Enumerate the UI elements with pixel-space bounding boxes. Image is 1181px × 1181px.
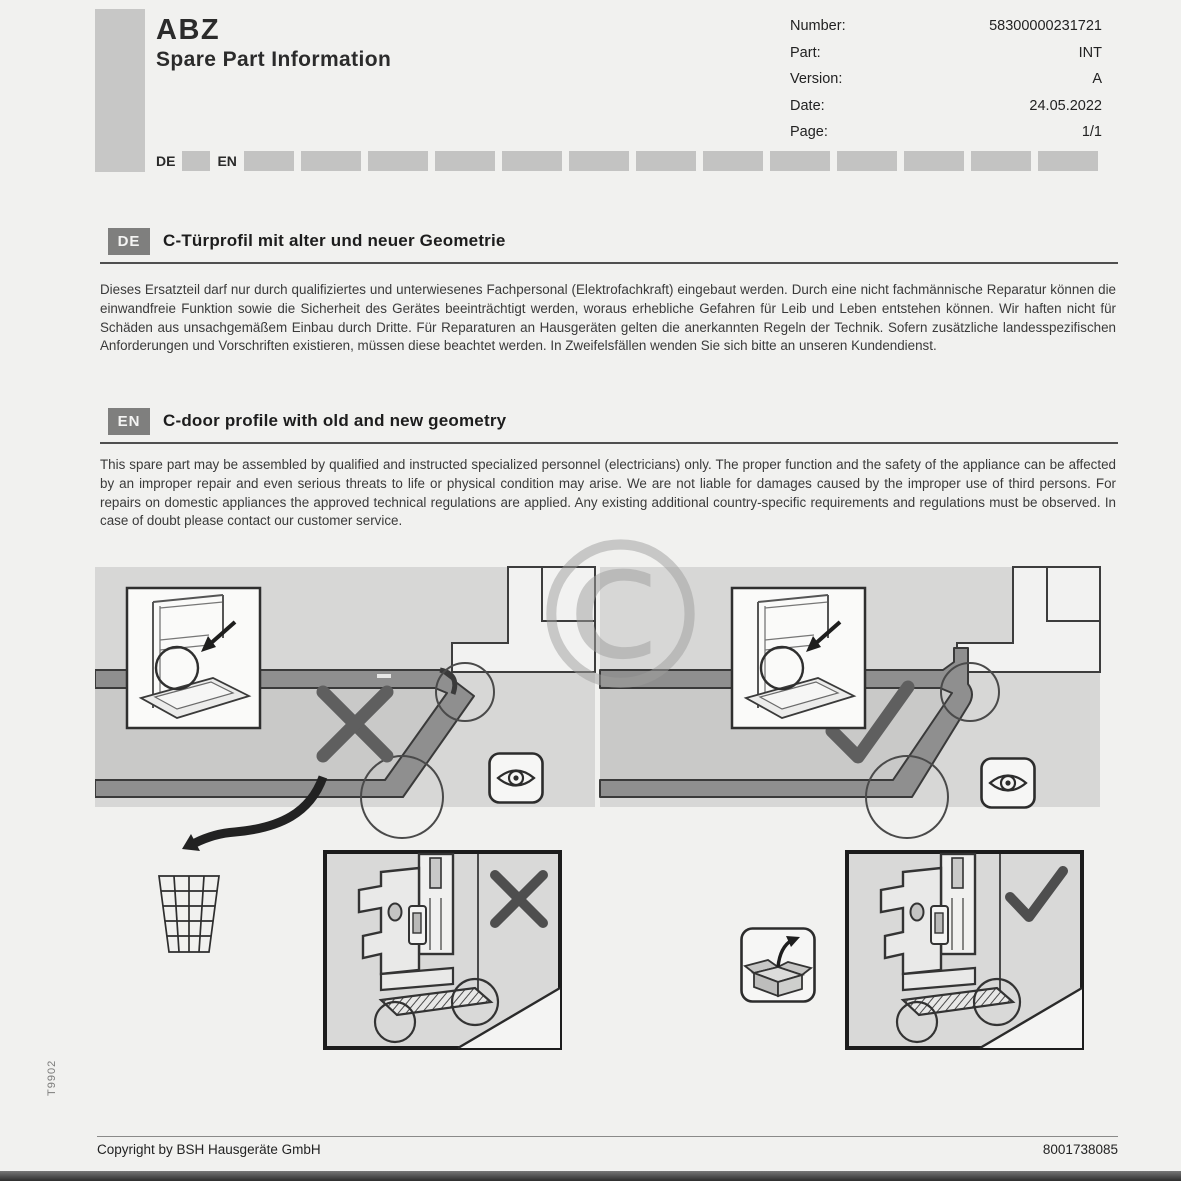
- meta-value: A: [1092, 71, 1102, 87]
- document-number: 8001738085: [1042, 1142, 1118, 1157]
- unbox-icon: [742, 929, 815, 1002]
- meta-row-number: [790, 18, 1102, 34]
- oven-door-inset: [732, 588, 865, 728]
- form-side-code-text: T9902: [46, 1059, 58, 1096]
- meta-row-page: [790, 124, 1102, 140]
- section-body-en: This spare part may be assembled by qualified and instructed specialized personnel (electricians) only. The proper function and the safety of the appliance can be affected by an improper repair and even serious threats to life or physical condition may arise. We are not liable for damages caused by the improper use of third persons. For repairs on domestic appliances the approved technical regulations are applied. Any existing additional country-specific requirements and regulations must be observed. In case of doubt please contact our customer service.: [100, 457, 1116, 529]
- section-body-de: Dieses Ersatzteil darf nur durch qualifiziertes und unterwiesenes Fachpersonal (Elektrofachkraft) eingebaut werden. Durch eine nicht fachmännische Reparatur können die einwandfreie Funktion sowie die Sicherheit des Gerätes beeinträchtigt werden, woraus erhebliche Gefahren für Leib und Leben entstehen können. Wir haften nicht für Schäden aus unsachgemäßem Einbau durch Dritte. Für Reparaturen an Hausgeräten gelten die anerkannten Regeln der Technik. Sofern zusätzliche landesspezifischen Anforderungen und Vorschriften existieren, müssen diese beachtet werden. In Zweifelsfällen wenden Sie sich bitte an unseren Kundendienst.: [100, 282, 1116, 354]
- tab-slot-empty: [502, 151, 562, 171]
- meta-label: Number:: [790, 18, 846, 34]
- copyright-watermark: ©: [518, 499, 723, 737]
- eye-icon: [982, 759, 1035, 808]
- section-badge-en: EN: [108, 408, 150, 435]
- meta-label: Date:: [790, 97, 825, 114]
- tab-slot-empty: [435, 151, 495, 171]
- tab-slot-empty: [703, 151, 763, 171]
- new-profile-panel: [600, 567, 1100, 838]
- form-side-code: [46, 1059, 62, 1138]
- tab-en: EN: [217, 152, 237, 169]
- meta-label: Version:: [790, 71, 843, 87]
- tab-slot-empty: [904, 151, 964, 171]
- meta-row-date: [790, 98, 1102, 114]
- meta-value: 1/1: [1081, 124, 1102, 140]
- section-badge-de: DE: [108, 228, 150, 255]
- tab-slot-empty: [837, 151, 897, 171]
- meta-label: Page:: [790, 124, 828, 140]
- logo-bar: [95, 9, 145, 172]
- brand-logo: ABZ: [156, 14, 221, 46]
- tab-slot-empty: [1038, 151, 1098, 171]
- tab-slot-empty: [636, 151, 696, 171]
- tab-slot-empty: [770, 151, 830, 171]
- tab-de: DE: [156, 152, 176, 169]
- old-bracket-detail: [325, 852, 560, 1048]
- eye-icon: [490, 754, 543, 803]
- language-tab-row: [156, 150, 1098, 171]
- new-bracket-detail: [847, 852, 1082, 1048]
- tab-slot: [244, 151, 294, 171]
- scan-edge-strip: [0, 1171, 1181, 1181]
- meta-row-part: [790, 45, 1102, 61]
- document-meta: [790, 18, 1102, 151]
- instruction-figure: [95, 545, 1105, 1090]
- trash-basket-icon: [159, 876, 219, 952]
- meta-value: 24.05.2022: [1029, 97, 1102, 114]
- meta-label: Part:: [790, 44, 821, 61]
- tab-slot-empty: [569, 151, 629, 171]
- tab-slot: [182, 151, 210, 171]
- page-title: Spare Part Information: [156, 48, 392, 71]
- meta-value: INT: [1078, 44, 1102, 61]
- copyright-text: Copyright by BSH Hausgeräte GmbH: [97, 1142, 321, 1157]
- meta-row-version: [790, 71, 1102, 87]
- tab-slot-empty: [971, 151, 1031, 171]
- meta-value: 58300000231721: [989, 18, 1102, 34]
- section-rule: [100, 262, 1118, 264]
- tab-slot-empty: [368, 151, 428, 171]
- tab-slot-empty: [301, 151, 361, 171]
- section-rule: [100, 442, 1118, 444]
- section-title-de: C-Türprofil mit alter und neuer Geometrie: [163, 231, 506, 250]
- oven-door-inset: [127, 588, 260, 728]
- footer-divider: [97, 1136, 1118, 1137]
- section-title-en: C-door profile with old and new geometry: [163, 411, 507, 430]
- old-profile-panel: [95, 567, 595, 838]
